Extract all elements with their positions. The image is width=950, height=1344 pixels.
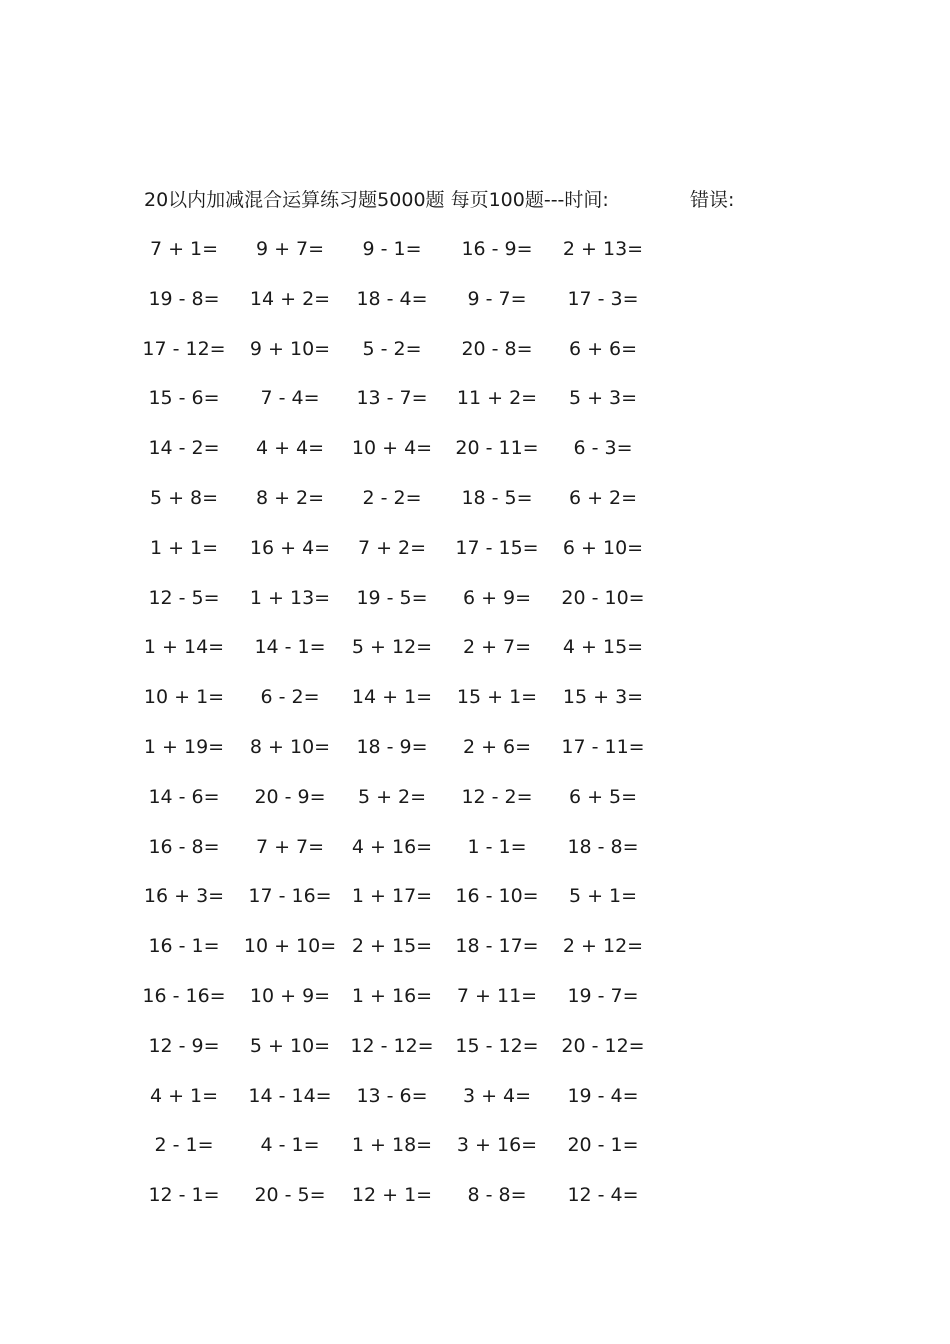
problem-item: 14 + 2= bbox=[249, 287, 331, 310]
worksheet-title: 20以内加减混合运算练习题5000题 每页100题---时间: bbox=[144, 189, 609, 211]
problem-item: 6 + 2= bbox=[568, 487, 638, 509]
errors-label: 错误: bbox=[690, 189, 735, 211]
problem-item: 17 - 11= bbox=[561, 736, 645, 758]
problem-item: 19 - 8= bbox=[148, 287, 220, 310]
problem-item: 3 + 4= bbox=[462, 1084, 532, 1107]
problem-item: 18 - 8= bbox=[567, 835, 639, 858]
problem-item: 6 - 3= bbox=[573, 437, 633, 460]
problem-item: 14 - 14= bbox=[248, 1084, 332, 1107]
problem-item: 16 - 9= bbox=[461, 238, 533, 260]
problem-item: 1 + 14= bbox=[143, 636, 225, 659]
problem-item: 12 - 9= bbox=[148, 1034, 220, 1057]
problem-item: 6 + 10= bbox=[562, 536, 644, 559]
problem-item: 7 - 4= bbox=[260, 387, 320, 410]
problem-item: 14 - 2= bbox=[148, 437, 220, 460]
problem-item: 6 + 5= bbox=[568, 785, 638, 808]
problem-item: 2 + 7= bbox=[462, 636, 532, 659]
problem-item: 14 - 1= bbox=[254, 636, 326, 659]
problem-item: 9 + 10= bbox=[249, 337, 331, 360]
problem-item: 19 - 7= bbox=[567, 985, 639, 1007]
problem-item: 7 + 7= bbox=[255, 835, 325, 858]
problem-item: 8 - 8= bbox=[467, 1184, 527, 1207]
problem-item: 13 - 7= bbox=[356, 387, 428, 410]
problem-item: 3 + 16= bbox=[456, 1134, 538, 1157]
problem-item: 12 - 1= bbox=[148, 1184, 220, 1207]
problem-item: 9 + 7= bbox=[255, 238, 325, 260]
problem-item: 10 + 9= bbox=[249, 985, 331, 1007]
problem-item: 5 + 10= bbox=[249, 1034, 331, 1057]
problem-item: 7 + 2= bbox=[357, 536, 427, 559]
problem-item: 20 - 1= bbox=[567, 1134, 639, 1157]
problem-item: 17 - 12= bbox=[142, 337, 226, 360]
problem-item: 20 - 12= bbox=[561, 1034, 645, 1057]
problem-item: 2 + 15= bbox=[351, 935, 433, 958]
problem-item: 10 + 4= bbox=[351, 437, 433, 460]
problem-item: 15 + 1= bbox=[456, 686, 538, 709]
problem-item: 4 + 4= bbox=[255, 437, 325, 460]
problem-item: 12 - 12= bbox=[350, 1034, 434, 1057]
worksheet-header bbox=[144, 187, 735, 213]
problem-item: 16 + 4= bbox=[249, 536, 331, 559]
problem-item: 12 - 4= bbox=[567, 1184, 639, 1207]
problem-item: 11 + 2= bbox=[456, 387, 538, 410]
problem-item: 10 + 10= bbox=[243, 935, 337, 958]
problem-item: 2 + 12= bbox=[562, 935, 644, 958]
problem-item: 18 - 4= bbox=[356, 287, 428, 310]
problem-item: 6 + 9= bbox=[462, 586, 532, 609]
problem-item: 14 + 1= bbox=[351, 686, 433, 709]
problem-item: 13 - 6= bbox=[356, 1084, 428, 1107]
problem-item: 2 - 1= bbox=[154, 1134, 214, 1157]
problem-item: 2 + 6= bbox=[462, 736, 532, 758]
problem-item: 6 - 2= bbox=[260, 686, 320, 709]
problem-item: 19 - 4= bbox=[567, 1084, 639, 1107]
problem-item: 1 - 1= bbox=[467, 835, 527, 858]
problem-item: 18 - 17= bbox=[455, 935, 539, 958]
problem-item: 1 + 16= bbox=[351, 985, 433, 1007]
problem-item: 12 - 5= bbox=[148, 586, 220, 609]
problem-item: 17 - 16= bbox=[248, 885, 332, 908]
problem-item: 16 - 1= bbox=[148, 935, 220, 958]
problem-item: 1 + 17= bbox=[351, 885, 433, 908]
problem-item: 4 - 1= bbox=[260, 1134, 320, 1157]
problem-item: 7 + 11= bbox=[456, 985, 538, 1007]
problem-item: 17 - 3= bbox=[567, 287, 639, 310]
problem-item: 4 + 1= bbox=[149, 1084, 219, 1107]
problem-item: 16 - 16= bbox=[142, 985, 226, 1007]
problem-item: 10 + 1= bbox=[143, 686, 225, 709]
problem-item: 16 - 8= bbox=[148, 835, 220, 858]
problem-item: 1 + 13= bbox=[249, 586, 331, 609]
problem-item: 12 - 2= bbox=[461, 785, 533, 808]
problem-item: 2 + 13= bbox=[562, 238, 644, 260]
problem-item: 20 - 9= bbox=[254, 785, 326, 808]
problem-item: 1 + 1= bbox=[149, 536, 219, 559]
problem-item: 12 + 1= bbox=[351, 1184, 433, 1207]
problem-item: 20 - 5= bbox=[254, 1184, 326, 1207]
problem-item: 5 + 2= bbox=[357, 785, 427, 808]
problem-item: 8 + 10= bbox=[249, 736, 331, 758]
problem-item: 2 - 2= bbox=[362, 487, 422, 509]
problem-item: 5 + 12= bbox=[351, 636, 433, 659]
problem-item: 20 - 11= bbox=[455, 437, 539, 460]
problem-item: 15 + 3= bbox=[562, 686, 644, 709]
problem-item: 5 + 8= bbox=[149, 487, 219, 509]
problem-item: 4 + 16= bbox=[351, 835, 433, 858]
problem-item: 19 - 5= bbox=[356, 586, 428, 609]
problem-item: 17 - 15= bbox=[455, 536, 539, 559]
problem-item: 16 + 3= bbox=[143, 885, 225, 908]
problem-item: 5 - 2= bbox=[362, 337, 422, 360]
problem-item: 20 - 8= bbox=[461, 337, 533, 360]
problem-item: 20 - 10= bbox=[561, 586, 645, 609]
problem-item: 5 + 3= bbox=[568, 387, 638, 410]
problem-item: 4 + 15= bbox=[562, 636, 644, 659]
problem-item: 16 - 10= bbox=[455, 885, 539, 908]
problem-item: 15 - 12= bbox=[455, 1034, 539, 1057]
problem-item: 15 - 6= bbox=[148, 387, 220, 410]
problem-item: 6 + 6= bbox=[568, 337, 638, 360]
problem-item: 8 + 2= bbox=[255, 487, 325, 509]
problem-item: 7 + 1= bbox=[149, 238, 219, 260]
problem-item: 9 - 1= bbox=[362, 238, 422, 260]
problem-item: 1 + 19= bbox=[143, 736, 225, 758]
problem-item: 5 + 1= bbox=[568, 885, 638, 908]
problem-item: 14 - 6= bbox=[148, 785, 220, 808]
problem-item: 18 - 9= bbox=[356, 736, 428, 758]
problem-item: 9 - 7= bbox=[467, 287, 527, 310]
problem-item: 18 - 5= bbox=[461, 487, 533, 509]
problem-item: 1 + 18= bbox=[351, 1134, 433, 1157]
